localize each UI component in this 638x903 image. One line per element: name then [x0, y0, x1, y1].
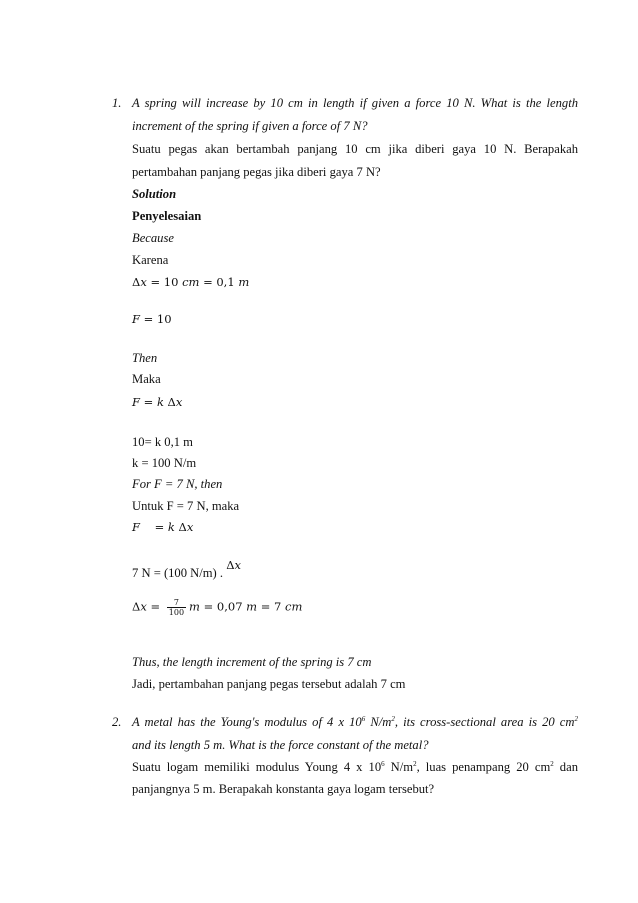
because-id: Karena — [132, 253, 169, 267]
equation-hooke: F = k Δx — [132, 395, 183, 409]
step-k-result: k = 100 N/m — [132, 456, 197, 470]
q1-indonesian-line-2: pertambahan panjang pegas jika diberi gaya 7 N? — [132, 165, 381, 179]
q2-english-line-2: and its length 5 m. What is the force constant of the metal? — [132, 738, 429, 752]
then-en: Then — [132, 351, 158, 365]
q2-english-line-1: A metal has the Young's modulus of 4 x $10^6$ $N/m^2$, its cross-sectional area is 20 $cm^2$ — [132, 715, 578, 729]
q1-english-line-2: increment of the spring if given a force of 7 N? — [132, 119, 368, 133]
equation-delta-x: Δx = 10 cm = 0,1 m — [132, 275, 250, 289]
q1-indonesian-line-1: Suatu pegas akan bertambah panjang 10 cm jika diberi gaya 10 N. Berapakah — [132, 142, 578, 156]
q2-indonesian-line-2: panjangnya 5 m. Berapakah konstanta gaya logam tersebut? — [132, 782, 435, 796]
conclusion-en: Thus, the length increment of the spring is 7 cm — [132, 655, 372, 669]
equation-force: F = 10 — [132, 312, 172, 326]
then-id: Maka — [132, 372, 161, 386]
fraction-7-over-100: $\frac{7}{100}$ — [168, 598, 185, 617]
question-1-number: 1. — [112, 96, 122, 110]
conclusion-id: Jadi, pertambahan panjang pegas tersebut adalah 7 cm — [132, 677, 406, 691]
solution-heading-en: Solution — [132, 187, 177, 201]
equation-hooke-2: F = k Δx — [132, 520, 194, 534]
step-7n: 7 N = (100 N/m) . Δx — [132, 558, 242, 580]
question-2-number: 2. — [112, 715, 122, 729]
q2-indonesian-line-1: Suatu logam memiliki modulus Young 4 x $10^6$ $N/m^2$, luas penampang 20 $cm^2$ dan — [132, 760, 578, 774]
solution-heading-id: Penyelesaian — [132, 209, 202, 223]
q1-english-line-1: A spring will increase by 10 cm in length if given a force 10 N. What is the length — [132, 96, 578, 110]
equation-delta-x-result: Δx = $\frac{7}{100}$ m = 0,07 m = 7 cm — [132, 598, 303, 617]
step-substitution: 10= k 0,1 m — [132, 435, 193, 449]
because-en: Because — [132, 231, 174, 245]
for-f-en: For F = 7 N, then — [132, 477, 223, 491]
for-f-id: Untuk F = 7 N, maka — [132, 499, 240, 513]
